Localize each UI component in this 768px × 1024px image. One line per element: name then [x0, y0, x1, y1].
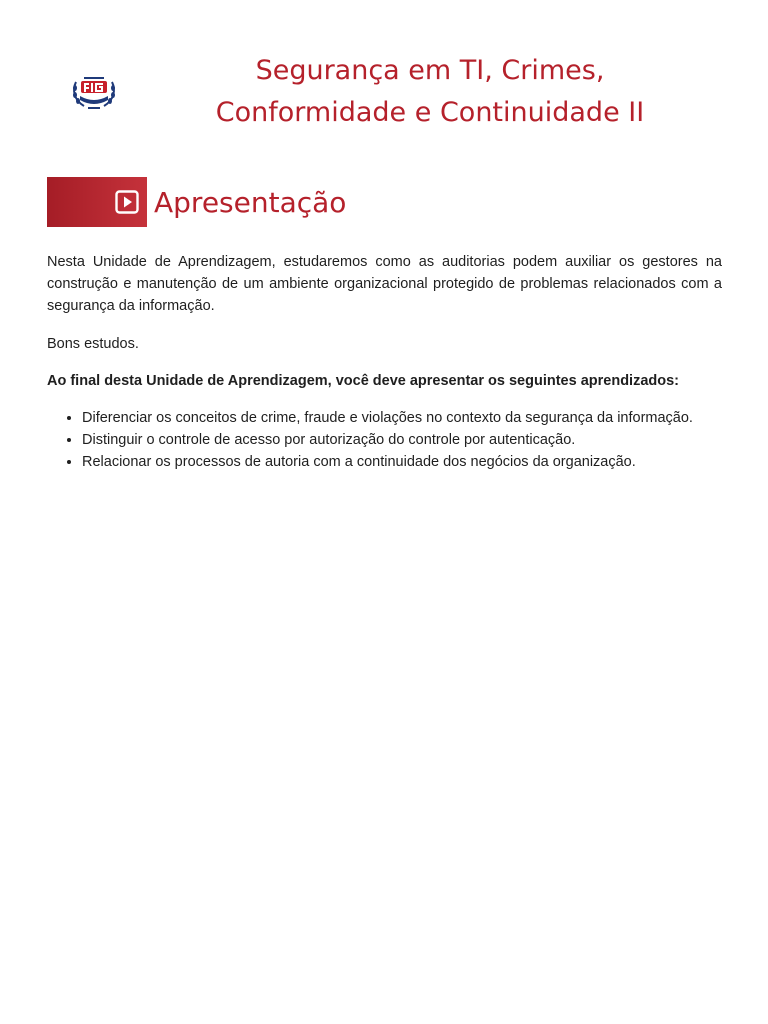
section-banner-bar [47, 177, 147, 227]
fig-unimesp-logo [70, 74, 118, 112]
objectives-heading: Ao final desta Unidade de Aprendizagem, você deve apresentar os seguintes aprendizados: [47, 373, 679, 389]
intro-paragraph: Nesta Unidade de Aprendizagem, estudaremos como as auditorias podem auxiliar os gestores na construção e manutenção de um ambiente organizacional protegido de problemas relacionados com a segurança da informação. [47, 254, 722, 314]
page-header [0, 0, 768, 150]
list-item: • Relacionar os processos de autoria com a continuidade dos negócios da organização. [82, 451, 722, 473]
section-banner [47, 177, 377, 229]
document-title-line-1: Segurança em TI, Crimes, [255, 55, 605, 86]
list-item: • Distinguir o controle de acesso por autorização do controle por autenticação. [82, 429, 722, 451]
section-title: Apresentação [154, 186, 347, 219]
play-icon [115, 190, 139, 214]
presentation-content [47, 251, 722, 473]
objectives-list [47, 407, 722, 473]
list-item: • Diferenciar os conceitos de crime, fraude e violações no contexto da segurança da informação. [82, 407, 722, 429]
document-title [140, 50, 720, 134]
greeting-paragraph: Bons estudos. [47, 336, 139, 352]
document-title-line-2: Conformidade e Continuidade II [215, 97, 645, 128]
